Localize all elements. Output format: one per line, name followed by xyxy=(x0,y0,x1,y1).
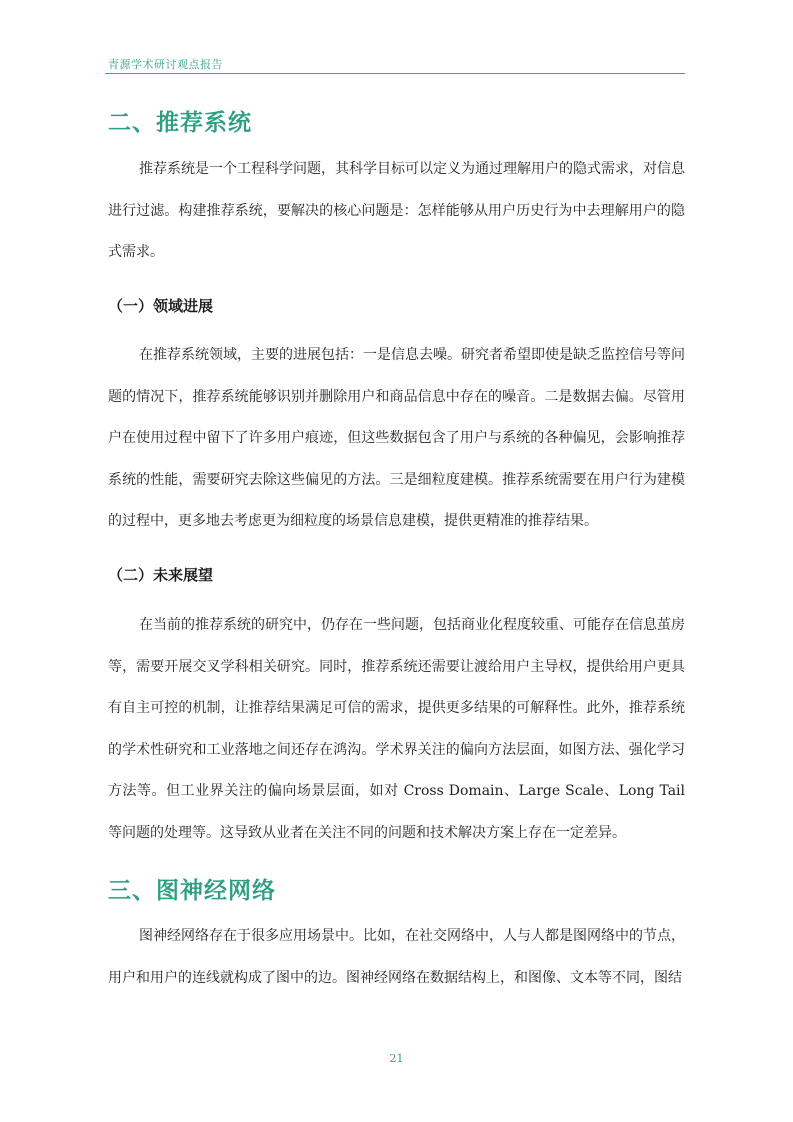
page-number: 21 xyxy=(389,1052,404,1065)
section-intro-recommender: 推荐系统是一个工程科学问题，其科学目标可以定义为通过理解用户的隐式需求，对信息进行过滤。构建推荐系统，要解决的核心问题是：怎样能够从用户历史行为中去理解用户的隐式需求。 xyxy=(108,161,685,260)
header-divider xyxy=(105,73,685,74)
section-heading-recommender: 二、推荐系统 xyxy=(108,109,252,136)
running-header: 青源学术研讨观点报告 xyxy=(108,58,223,71)
subsection-text-progress: 在推荐系统领域，主要的进展包括：一是信息去噪。研究者希望即使是缺乏监控信号等问题的情况下，推荐系统能够识别并删除用户和商品信息中存在的噪音。二是数据去偏。尽管用户在使用过程中留下了许多用户痕迹，但这些数据包含了用户与系统的各种偏见，会影响推荐系统的性能，需要研究去除这些偏见的方法。三是细粒度建模。推荐系统需要在用户行为建模的过程中，更多地去考虑更为细粒度的场景信息建模，提供更精准的推荐结果。 xyxy=(108,347,685,529)
subsection-text-outlook: 在当前的推荐系统的研究中，仍存在一些问题，包括商业化程度较重、可能存在信息茧房等，需要开展交叉学科相关研究。同时，推荐系统还需要让渡给用户主导权，提供给用户更具有自主可控的机制，让推荐结果满足可信的需求，提供更多结果的可解释性。此外，推荐系统的学术性研究和工业落地之间还存在鸿沟。学术界关注的偏向方法层面，如图方法、强化学习方法等。但工业界关注的偏向场景层面，如对 Cross Domain、Large Scale、Long Tail 等问题的处理等。这导致从业者在关注不同的问题和技术解决方案上存在一定差异。 xyxy=(108,617,685,841)
section-intro-gnn: 图神经网络存在于很多应用场景中。比如，在社交网络中，人与人都是图网络中的节点，用户和用户的连线就构成了图中的边。图神经网络在数据结构上，和图像、文本等不同，图结 xyxy=(108,928,685,986)
subsection-heading-progress: （一）领域进展 xyxy=(108,297,214,315)
section-heading-gnn: 三、图神经网络 xyxy=(108,877,276,904)
subsection-heading-outlook: （二）未来展望 xyxy=(108,566,214,584)
